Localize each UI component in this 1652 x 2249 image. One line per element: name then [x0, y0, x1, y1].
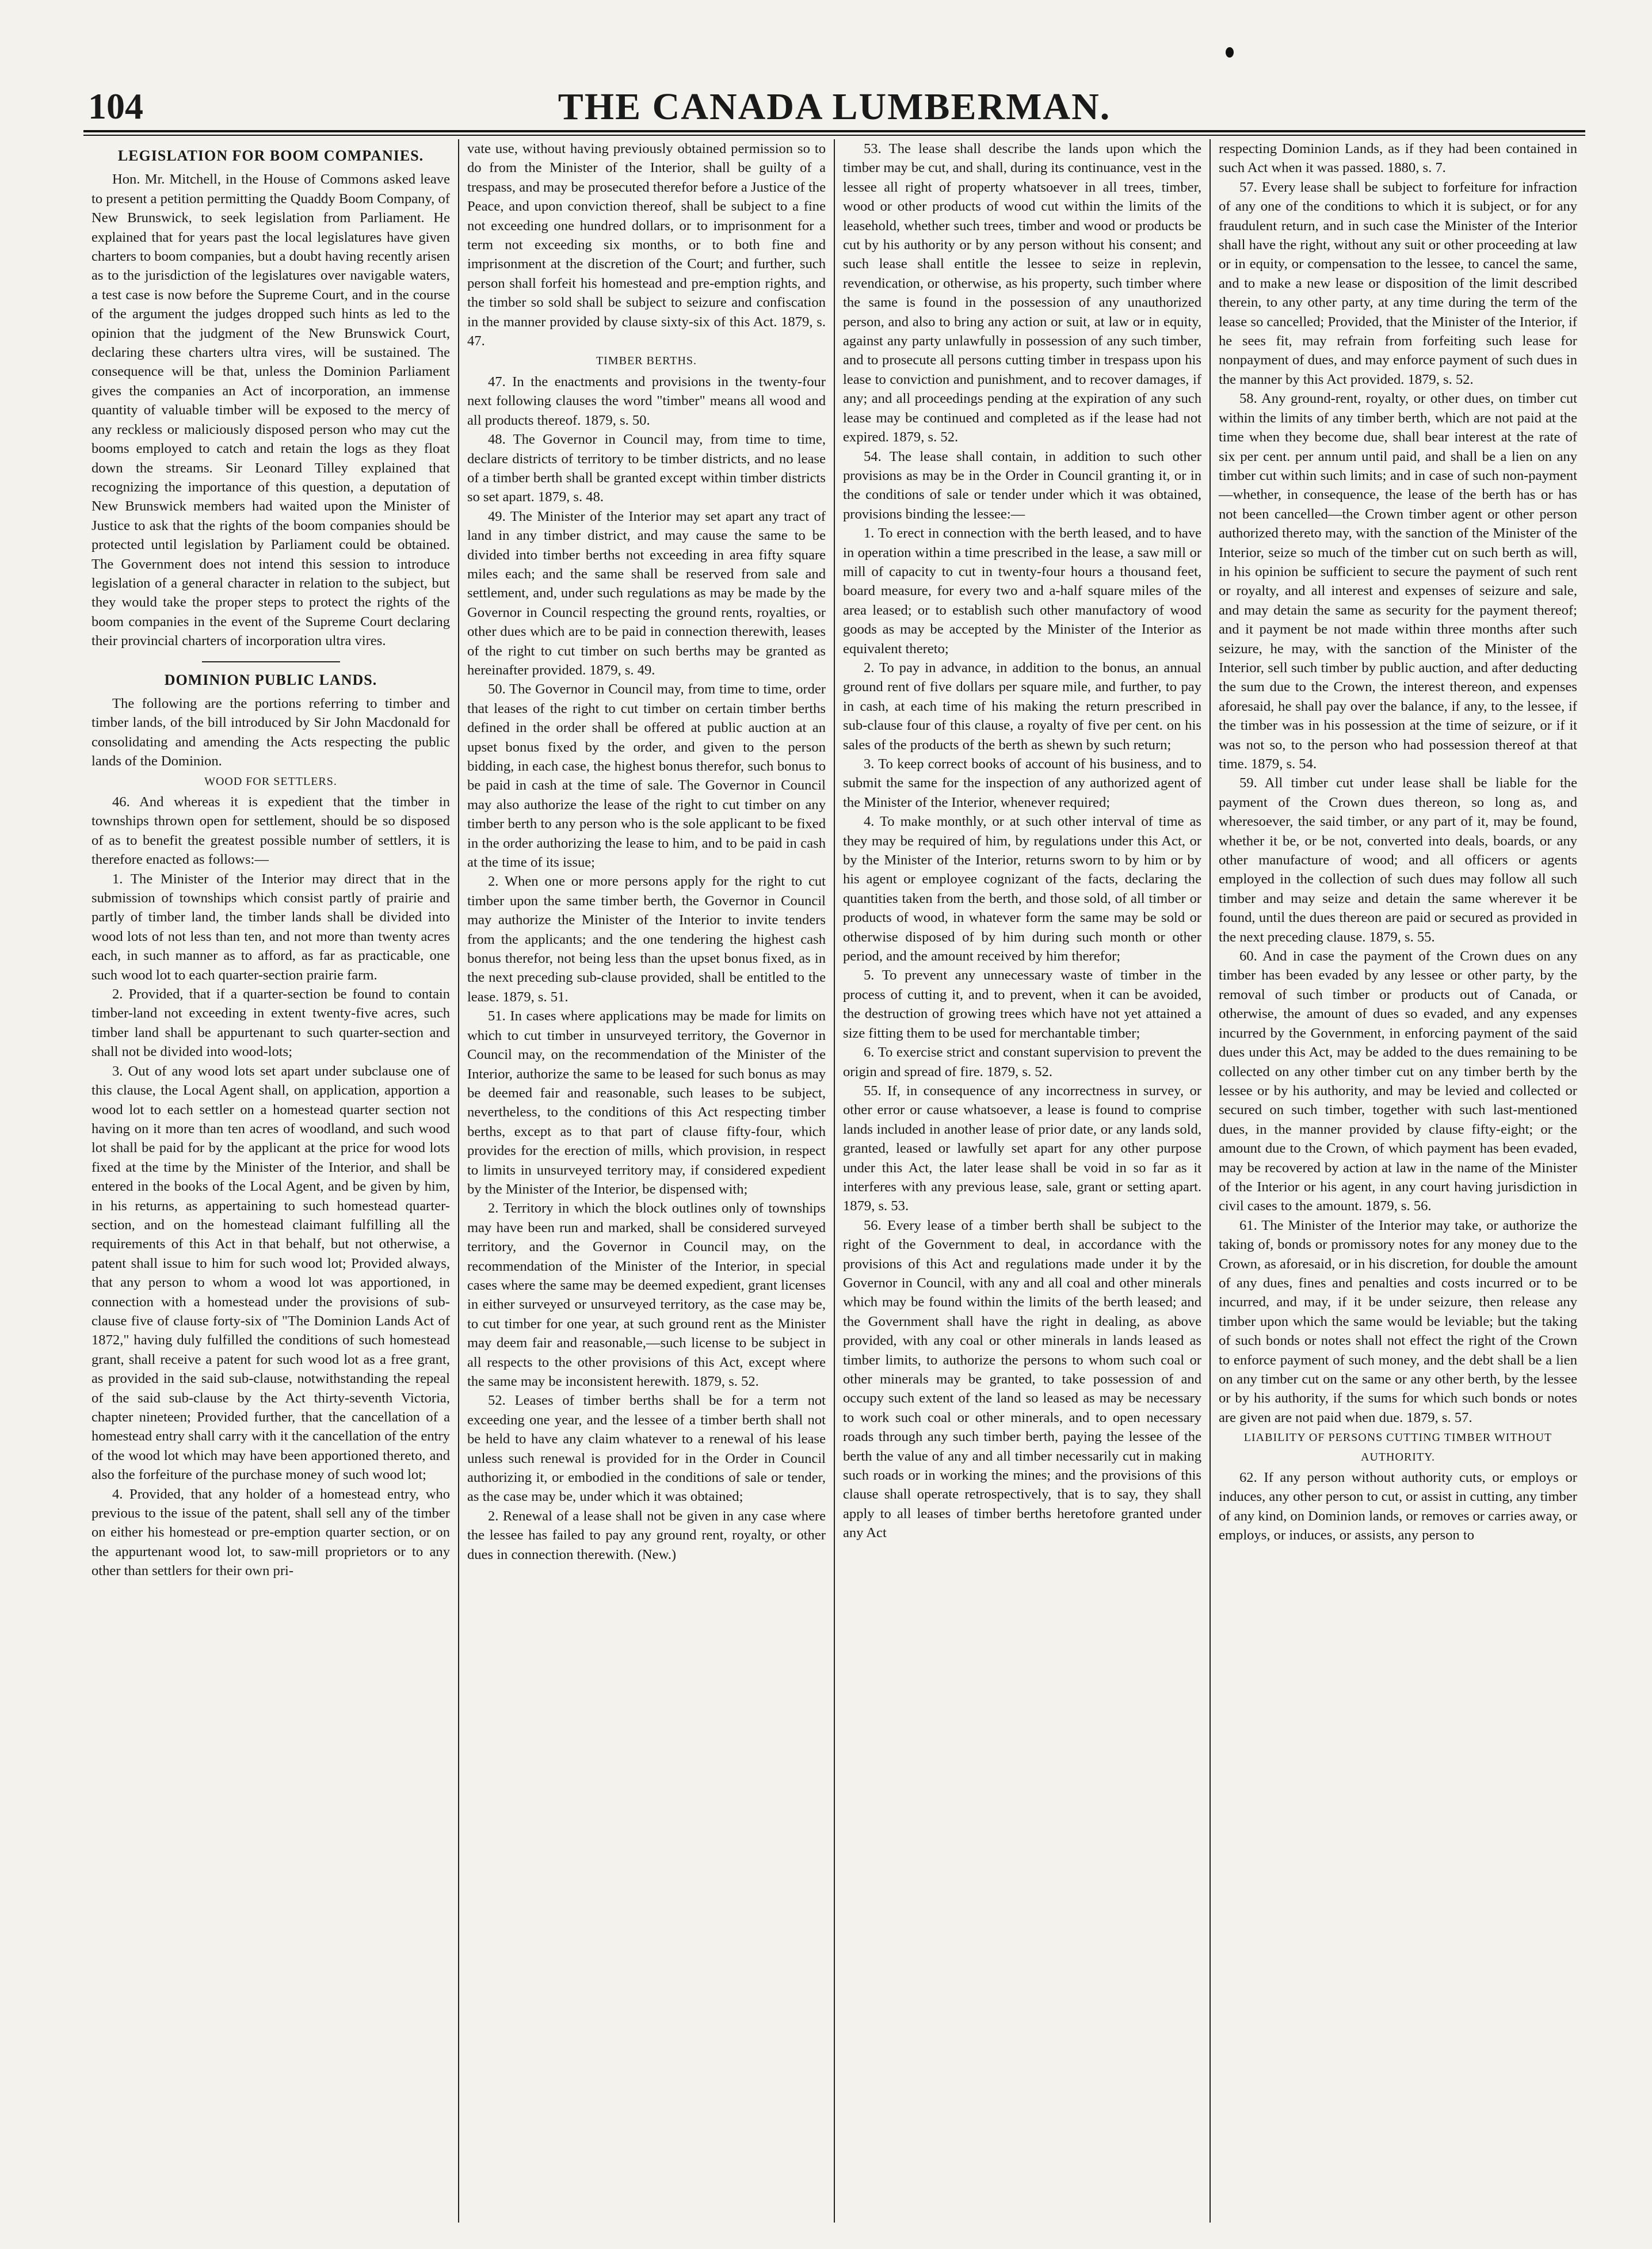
paragraph: respecting Dominion Lands, as if they had been contained in such Act when it was passed. 1880, s. 7.: [1219, 141, 1577, 176]
article-headline: DOMINION PUBLIC LANDS.: [164, 671, 377, 688]
article-separator: [202, 661, 340, 662]
masthead-title: THE CANADA LUMBERMAN.: [558, 86, 1111, 128]
paragraph: 56. Every lease of a timber berth shall be subject to the right of the Government to deal, in accordance with the provisions of this Act and regulations made under it by the Governor in Council, with any and all coal and other minerals which may be found within the limits of the berth leased; and the Government shall have the right in dealing, as above provided, with any coal or other minerals in lands leased as timber limits, to authorize the persons to whom such coal or other minerals may be granted, to take possession of and occupy such extent of the land so leased as may be necessary to work such coal or other minerals, and to open necessary roads through any such timber berth, paying the lessee of the berth the value of any and all timber necessarily cut in making such roads or in working the mines; and the provisions of this clause shall operate retrospectively, that is to say, they shall apply to all leases of timber berths heretofore granted under any Act: [843, 1217, 1201, 1541]
paragraph: 3. Out of any wood lots set apart under subclause one of this clause, the Local Agent shall, on application, apportion a wood lot to each settler on a homestead quarter section not having on it more than ten acres of woodland, and such wood lot shall be paid for by the applicant at the price for wood lots fixed at the time by the Minister of the Interior, and shall be entered in the books of the Local Agent, and be given by him, in his returns, as appertaining to such homestead quarter-section, and on the homestead claimant fulfilling all the requirements of this Act in that behalf, but not otherwise, a patent shall issue to him for such wood lot; Provided always, that any person to whom a wood lot was apportioned, in connection with a homestead under the provisions of sub-clause five of clause forty-six of "The Dominion Lands Act of 1872," having duly fulfilled the conditions of such homestead grant, shall receive a patent for such wood lot as a free grant, as provided in the said sub-clause, notwithstanding the repeal of the said sub-clause by the Act thirty-seventh Victoria, chapter nineteen; Provided further, that the cancellation of a homestead entry shall carry with it the cancellation of the entry of the wood lot which may have been apportioned thereto, and also the forfeiture of the purchase money of such wood lot;: [91, 1063, 450, 1483]
section-subhead: TIMBER BERTHS.: [596, 354, 697, 368]
paragraph: 62. If any person without authority cuts, or employs or induces, any other person to cut, or assist in cutting, any timber of any kind, on Dominion lands, or removes or carries away, or employs, or induces, or assists, any person to: [1219, 1470, 1577, 1543]
paragraph: 53. The lease shall describe the lands upon which the timber may be cut, and shall, during its continuance, vest in the lessee all right of property whatsoever in all trees, timber, wood or other products of wood cut within the limits of the leasehold, whether such trees, timber and wood or products be cut by his authority or by any person without his consent; and such lease shall entitle the lessee to seize in replevin, revendication, or otherwise, as his property, such timber where the same is found in the possession of any unauthorized person, and also to bring any action or suit, at law or in equity, against any party unlawfully in possession of any such timber, and to prosecute all persons cutting timber in trespass upon his lease to conviction and punishment, and to recover damages, if any; and all proceedings pending at the expiration of any such lease may be continued and completed as if the lease had not expired. 1879, s. 52.: [843, 141, 1201, 445]
paragraph: 47. In the enactments and provisions in the twenty-four next following clauses the word "timber" means all wood and all products thereof. 1879, s. 50.: [467, 373, 826, 428]
paragraph: 5. To prevent any unnecessary waste of timber in the process of cutting it, and to prevent, when it can be avoided, the destruction of growing trees which have not yet attained a size fitting them to be used for merchantable timber;: [843, 967, 1201, 1041]
paragraph: 4. To make monthly, or at such other interval of time as they may be required of him, by regulations under this Act, or by the Minister of the Interior, returns sworn to by him or by his agent or employee cognizant of the facts, declaring the quantities taken from the berth, and those sold, of all timber or products of wood, in whatever form the same may be sold or otherwise disposed of by him during such month or other period, and the amount received by him therefor;: [843, 814, 1201, 965]
paragraph: 3. To keep correct books of account of his business, and to submit the same for the inspection of any authorized agent of the Minister of the Interior, whenever required;: [843, 756, 1201, 810]
column-4: [1210, 139, 1585, 2223]
paragraph: 59. All timber cut under lease shall be liable for the payment of the Crown dues thereon, so long as, and wheresoever, the said timber, or any part of it, may be found, whether it be, or be not, converted into deals, boards, or any other manufacture of wood; and all officers or agents employed in the collection of such dues may follow all such timber and may seize and detain the same wherever it be found, until the dues thereon are paid or secured as provided in the next preceding clause. 1879, s. 55.: [1219, 775, 1577, 945]
paragraph: 2. When one or more persons apply for the right to cut timber upon the same timber berth, the Governor in Council may authorize the Minister of the Interior to invite tenders from the applicants; and the one tendering the highest cash bonus therefor, not being less than the upset bonus fixed, as in the next preceding sub-clause provided, shall be entitled to the lease. 1879, s. 51.: [467, 874, 826, 1005]
paragraph: 54. The lease shall contain, in addition to such other provisions as may be in the Order in Council granting it, or in the conditions of sale or tender under which it was obtained, provisions binding the lessee:—: [843, 448, 1201, 522]
article-headline: LEGISLATION FOR BOOM COMPANIES.: [117, 147, 424, 164]
header-rule-thin: [83, 135, 1585, 136]
column-1: [83, 139, 458, 2223]
paragraph: 55. If, in consequence of any incorrectness in survey, or other error or cause whatsoever, a lease is found to comprise lands included in another lease of prior date, or any lands sold, granted, leased or lawfully set apart for any other purpose under this Act, the later lease shall be void in so far as it interferes with any previous lease, sale, grant or setting apart. 1879, s. 53.: [843, 1082, 1201, 1214]
paragraph: 50. The Governor in Council may, from time to time, order that leases of the right to cut timber on certain timber berths defined in the order shall be offered at public auction at an upset bonus fixed by the order, and given to the person bidding, in each case, the highest bonus therefor, such bonus to be paid in cash at the time of sale. The Governor in Council may also authorize the lease of the right to cut timber on any timber berth to any person who is the sole applicant to be fixed in the order authorizing the lease to him, and to be paid in cash at the time of its issue;: [467, 681, 826, 871]
section-subhead: LIABILITY OF PERSONS CUTTING TIMBER WITHOUT AUTHORITY.: [1243, 1431, 1552, 1463]
paragraph: vate use, without having previously obtained permission so to do from the Minister of the Interior, shall be guilty of a trespass, and may be prosecuted therefor before a Justice of the Peace, and upon conviction thereof, shall be subject to a fine not exceeding one hundred dollars, or to imprisonment for a term not exceeding six months, or to both fine and imprisonment at the discretion of the Court; and further, such person shall forfeit his homestead and pre-emption rights, and the timber so sold shall be subject to seizure and confiscation in the manner provided by clause sixty-six of this Act. 1879, s. 47.: [467, 141, 826, 349]
paragraph: 49. The Minister of the Interior may set apart any tract of land in any timber district, and may cause the same to be divided into timber berths not exceeding in area fifty square miles each; and the same shall be reserved from sale and settlement, and, under such regulations as may be made by the Governor in Council respecting the ground rents, royalties, or other dues which are to be paid in connection therewith, leases of the right to cut timber on such berths may be granted as hereinafter provided. 1879, s. 49.: [467, 508, 826, 678]
paragraph: 1. The Minister of the Interior may direct that in the submission of townships which consist partly of prairie and partly of timber land, the timber lands shall be divided into wood lots of not less than ten, and not more than twenty acres each, in such manner as to afford, as far as practicable, one such wood lot to each quarter-section prairie farm.: [91, 871, 450, 983]
paragraph: 4. Provided, that any holder of a homestead entry, who previous to the issue of the patent, shall sell any of the timber on either his homestead or pre-emption quarter section, or on the appurtenant wood lot, to saw-mill proprietors or to any other than settlers for their own pri-: [91, 1486, 450, 1579]
ink-dot: [1226, 47, 1234, 58]
paragraph: 61. The Minister of the Interior may take, or authorize the taking of, bonds or promissory notes for any money due to the Crown, as aforesaid, or in his discretion, for double the amount of any dues, fines and penalties and costs incurred or to be incurred, and may, if it be under seizure, then release any timber upon which the same would be leviable; but the taking of such bonds or notes shall not effect the right of the Crown to enforce payment of such money, and the debt shall be a lien on any timber cut on the same or any other berth, by the lessee or by his authority, if the sums for which such bonds or notes are given are not paid when due. 1879, s. 57.: [1219, 1217, 1577, 1425]
header-rule: [83, 130, 1585, 132]
paragraph: 58. Any ground-rent, royalty, or other dues, on timber cut within the limits of any timber berth, which are not paid at the time when they become due, shall bear interest at the rate of six per cent. per annum until paid, and shall be a lien on any timber cut within such limits; and in case of such non-payment—whether, in consequence, the lease of the berth has or has not been cancelled—the Crown timber agent or other person authorized thereto may, with the sanction of the Minister of the Interior, seize so much of the timber cut on such berth as will, in his opinion be sufficient to secure the payment of such rent or royalty, and all interest and expenses of seizure and sale, and may detain the same as security for the payment thereof; and it payment be not made within three months after such seizure, he may, with the sanction of the Minister of the Interior, sell such timber by public auction, and after deducting the sum due to the Crown, the interest thereon, and expenses aforesaid, he shall pay over the balance, if any, to the lessee, if the timber was in his possession at the time of seizure, or if it was not so, to the person who had possession thereof at that time. 1879, s. 54.: [1219, 391, 1577, 772]
paragraph: 2. Renewal of a lease shall not be given in any case where the lessee has failed to pay any ground rent, royalty, or other dues in connection therewith. (New.): [467, 1508, 826, 1562]
paragraph: 48. The Governor in Council may, from time to time, declare districts of territory to be timber districts, and no lease of a timber berth shall be granted except within timber districts so set apart. 1879, s. 48.: [467, 432, 826, 505]
paragraph: Hon. Mr. Mitchell, in the House of Commons asked leave to present a petition permitting the Quaddy Boom Company, of New Brunswick, to seek legislation from Parliament. He explained that for years past the local legislatures have given charters to boom companies, but a doubt having recently arisen as to the jurisdiction of the legislatures over navigable waters, a test case is now before the Supreme Court, and in the course of the argument the judges dropped such hints as led to the opinion that the judgment of the New Brunswick Court, declaring these charters ultra vires, will be sustained. The consequence will be that, unless the Dominion Parliament gives the companies an Act of incorporation, an immense quantity of valuable timber will be exposed to the mercy of any reckless or maliciously disposed person who may cut the booms employed to catch and retain the logs as they float down the streams. Sir Leonard Tilley explained that recognizing the importance of this question, a deputation of New Brunswick members had waited upon the Minister of Justice to ask that the rights of the boom companies should be protected until legislation by Parliament could be obtained. The Government does not intend this session to introduce legislation of a general character in relation to the subject, but they would take the proper steps to protect the rights of the boom companies in the event of the Supreme Court declaring their provincial charters of incorporation ultra vires.: [91, 171, 450, 649]
paragraph: 2. To pay in advance, in addition to the bonus, an annual ground rent of five dollars per square mile, and further, to pay in cash, at each time of his making the return prescribed in sub-clause four of this clause, a royalty of five per cent. on his sales of the products of the berth as shewn by such return;: [843, 660, 1201, 753]
paragraph: 6. To exercise strict and constant supervision to prevent the origin and spread of fire. 1879, s. 52.: [843, 1045, 1201, 1080]
paragraph: 60. And in case the payment of the Crown dues on any timber has been evaded by any lessee or other party, by the removal of such timber or products out of Canada, or otherwise, the amount of dues so evaded, and any expenses incurred by the Government, in enforcing payment of the said dues under this Act, may be added to the dues remaining to be collected on any other timber cut on any timber berth by the lessee or by his authority, and may be levied and collected or secured on such timber, together with such last-mentioned dues, in the manner provided by clause fifty-eight; or the amount due to the Crown, of which payment has been evaded, may be recovered by action at law in the name of the Minister of the Interior or his agent, in any court having jurisdiction in civil cases to the amount. 1879, s. 56.: [1219, 948, 1577, 1214]
paragraph: 2. Provided, that if a quarter-section be found to contain timber-land not exceeding in extent twenty-five acres, such timber land shall be appurtenant to such quarter-section and shall not be divided into wood-lots;: [91, 986, 450, 1060]
paragraph: 46. And whereas it is expedient that the timber in townships thrown open for settlement, should be so disposed of as to benefit the greatest possible number of settlers, it is therefore enacted as follows:—: [91, 794, 450, 868]
column-2: [458, 139, 834, 2223]
column-3: [834, 139, 1210, 2223]
paragraph: 2. Territory in which the block outlines only of townships may have been run and marked, shall be considered surveyed territory, and the Governor in Council may, on the recommendation of the Minister of the Interior, in special cases where the same may be deemed expedient, grant licenses in either surveyed or unsurveyed territory, as the case may be, to cut timber for one year, at such ground rent as the Minister may deem fair and reasonable,—such license to be subject in all respects to the other provisions of this Act, except where the same may be inconsistent herewith. 1879, s. 52.: [467, 1200, 826, 1389]
paragraph: 1. To erect in connection with the berth leased, and to have in operation within a time prescribed in the lease, a saw mill or mill of capacity to cut in twenty-four hours a thousand feet, board measure, for every two and a-half square miles of the area leased; or to establish such other manufactory of wood goods as may be accepted by the Minister of the Interior as equivalent thereto;: [843, 525, 1201, 657]
text-columns: [83, 139, 1585, 2223]
paragraph: 51. In cases where applications may be made for limits on which to cut timber in unsurveyed territory, the Governor in Council may, on the recommendation of the Minister of the Interior, authorize the same to be leased for such bonus as may be deemed fair and reasonable, such leases to be subject, nevertheless, to the conditions of this Act respecting timber berths, except as to that part of clause fifty-four, which provides for the erection of mills, which provision, in respect to limits in unsurveyed territory may, if considered expedient by the Minister of the Interior, be dispensed with;: [467, 1008, 826, 1197]
paragraph: 57. Every lease shall be subject to forfeiture for infraction of any one of the conditions to which it is subject, or for any fraudulent return, and in such case the Minister of the Interior shall have the right, without any suit or other proceeding at law or in equity, or compensation to the lessee, to cancel the same, and to make a new lease or disposition of the limit described therein, to any other party, at any time during the term of the lease so cancelled; Provided, that the Minister of the Interior, if he sees fit, may refrain from forfeiting such lease for nonpayment of dues, and may enforce payment of such dues in the manner by this Act provided. 1879, s. 52.: [1219, 179, 1577, 387]
page-number: 104: [88, 86, 143, 127]
paragraph: The following are the portions referring to timber and timber lands, of the bill introduced by Sir John Macdonald for consolidating and amending the Acts respecting the public lands of the Dominion.: [91, 695, 450, 769]
section-subhead: WOOD FOR SETTLERS.: [204, 775, 337, 788]
page-header: [83, 85, 1585, 128]
paragraph: 52. Leases of timber berths shall be for a term not exceeding one year, and the lessee of a timber berth shall not be held to have any claim whatever to a renewal of his lease unless such renewal is provided for in the Order in Council authorizing it, or embodied in the conditions of sale or tender, as the case may be, under which it was obtained;: [467, 1393, 826, 1505]
